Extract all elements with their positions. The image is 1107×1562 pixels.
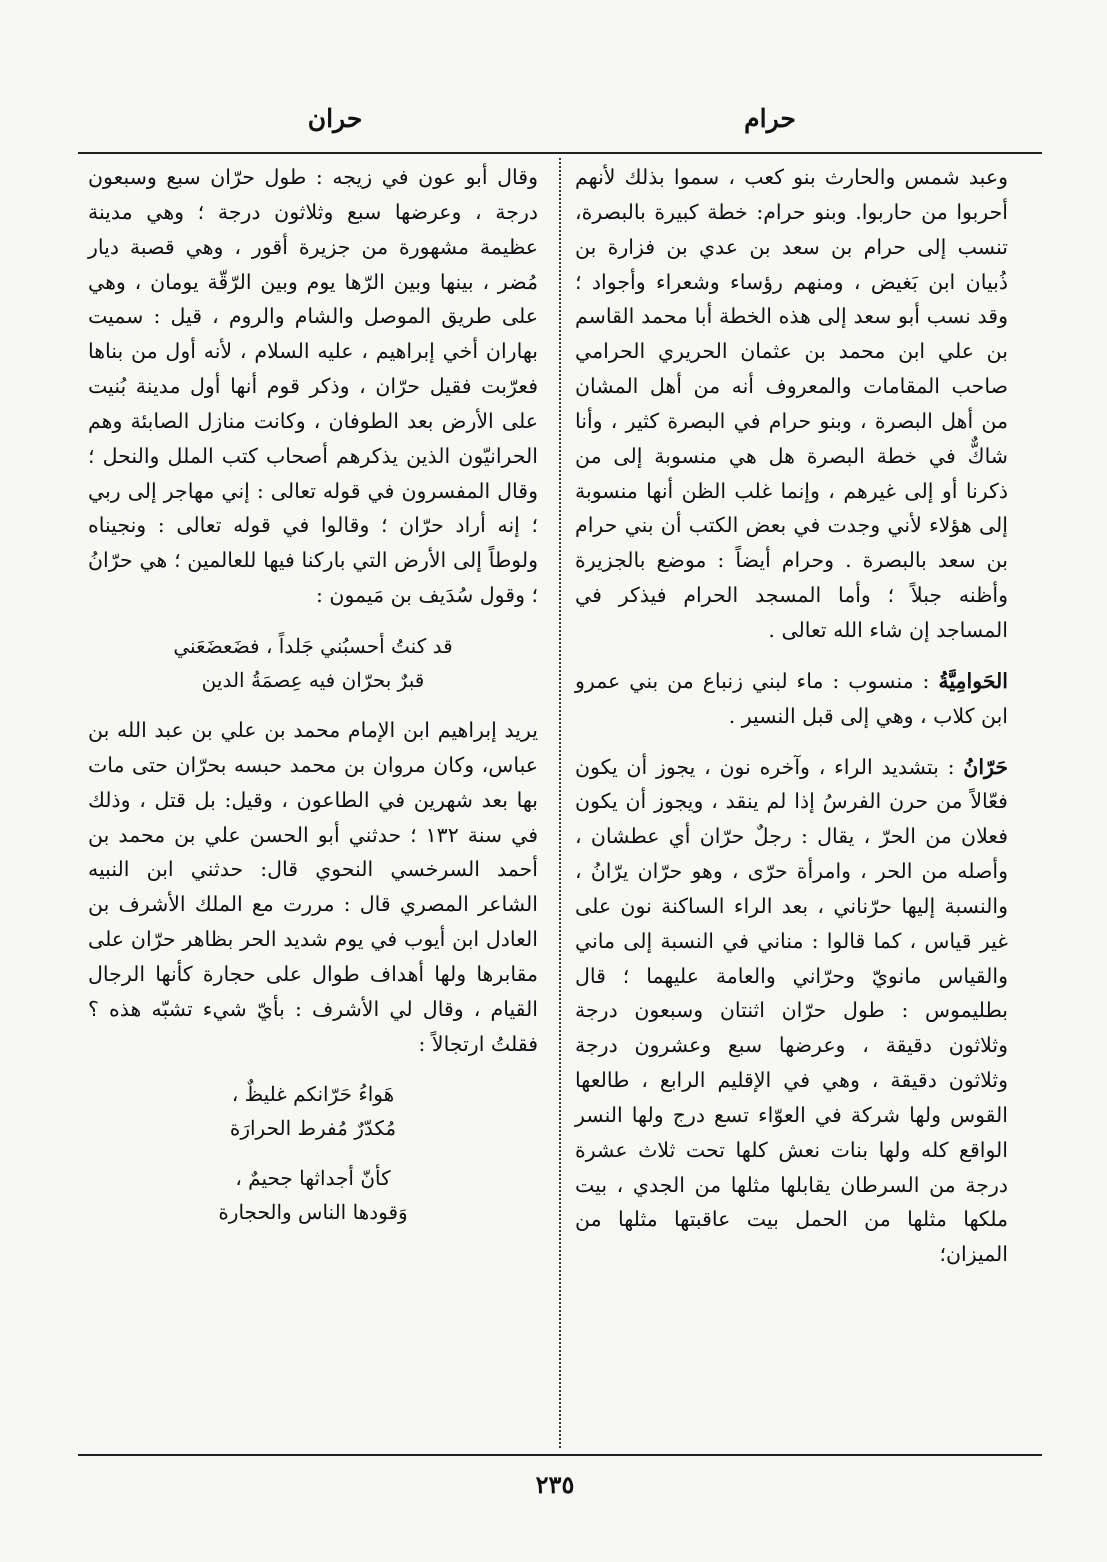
entry-hawamiyya bbox=[575, 664, 1008, 734]
verse-block bbox=[88, 1077, 538, 1145]
page-number: ٢٣٥ bbox=[535, 1470, 575, 1499]
entry-body: : بتشديد الراء ، وآخره نون ، يجوز أن يكون فعّالاً من حرن الفرسُ إذا لم ينقد ، ويجوز أن يكون فعلان من الحرّ ، يقال : رجلٌ حرّان أي عطشان ، وأصله من الحر ، وامرأة حرّى ، وهو حرّان يرّانُ ، والنسبة إليها حرّناني ، بعد الراء الساكنة نون على غير قياس ، كما قالوا : مناني في النسبة إلى ماني والقياس مانويّ وحرّاني والعامة عليهما ؛ قال بطليموس : طول حرّان اثنتان وسبعون درجة وثلاثون دقيقة ، وعرضها سبع وعشرون درجة وثلاثون دقيقة ، وهي في الإقليم الرابع ، طالعها القوس ولها شركة في العوّاء تسع درج ولها النسر الواقع كله ولها بنات نعش كلها تحت ثلاث عشرة درجة من السرطان يقابلها مثلها من الجدي ، بيت ملكها مثلها من الحمل بيت عاقبتها مثلها من الميزان؛ bbox=[575, 754, 1008, 1267]
footer-rule bbox=[78, 1454, 1042, 1456]
verse-line: قد كنتُ أحسبُني جَلداً ، فضَعضَعَني bbox=[173, 633, 453, 658]
verse-line: كأنّ أجداثها جحيمٌ ، bbox=[235, 1166, 391, 1191]
running-header-left: حران bbox=[307, 104, 363, 133]
entry-headword: الحَوامِيَّةُ bbox=[938, 668, 1008, 693]
entry-harran bbox=[575, 750, 1008, 1273]
header-rule bbox=[78, 152, 1042, 154]
paragraph-haram: وعبد شمس والحارث بنو كعب ، سموا بذلك لأنهم أحربوا من حاربوا. وبنو حرام: خطة كبيرة بالبصرة، تنسب إلى حرام بن سعد بن عدي بن فزارة بن ذُبيان ابن بَغيض ، ومنهم رؤساء وشعراء وأجواد ؛ وقد نسب أبو سعد إلى هذه الخطة أبا محمد القاسم بن علي ابن محمد بن عثمان الحريري الحرامي صاحب المقامات والمعروف أنه من أهل المشان من أهل البصرة ، وبنو حرام في البصرة كثير ، وأنا شاكٌّ في خطة البصرة هل هي منسوبة إلى من ذكرنا أو إلى غيرهم ، وإنما غلب الظن أنها منسوبة إلى هؤلاء لأني وجدت في بعض الكتب أن بني حرام بن سعد بالبصرة . وحرام أيضاً : موضع بالجزيرة وأظنه جبلاً ؛ وأما المسجد الحرام فيذكر في المساجد إن شاء الله تعالى . bbox=[575, 165, 1008, 642]
paragraph-ibrahim: يريد إبراهيم ابن الإمام محمد بن علي بن عبد الله بن عباس، وكان مروان بن محمد حبسه بحرّان حتى مات بها بعد شهرين في الطاعون ، وقيل: بل قتل ، وذلك في سنة ١٣٢ ؛ حدثني أبو الحسن علي بن محمد بن أحمد السرخسي النحوي قال: حدثني ابن النبيه الشاعر المصري قال : مررت مع الملك الأشرف بن العادل ابن أيوب في يوم شديد الحر بظاهر حرّان على مقابرها ولها أهداف طوال على حجارة كأنها الرجال القيام ، وقال لي الأشرف : بأيّ شيء تشبّه هذه ؟ فقلتُ ارتجالاً : bbox=[88, 717, 538, 1056]
right-column bbox=[575, 160, 1008, 1288]
verse-line: مُكدّرٌ مُفرط الحرارَة bbox=[229, 1116, 397, 1141]
column-separator bbox=[559, 158, 561, 1448]
paragraph-harran-description: وقال أبو عون في زيجه : طول حرّان سبع وسبعون درجة ، وعرضها سبع وثلاثون درجة ؛ وهي مدينة عظيمة مشهورة من جزيرة أقور ، وهي قصبة ديار مُضر ، بينها وبين الرّها يوم وبين الرّقّة يومان ، وهي على طريق الموصل والشام والروم ، قيل : سميت بهاران أخي إبراهيم ، عليه السلام ، لأنه أول من بناها فعرّبت فقيل حرّان ، وذكر قوم أنها أول مدينة بُنيت على الأرض بعد الطوفان ، وكانت منازل الصابئة وهم الحرانيّون الذين يذكرهم أصحاب كتب الملل والنحل ؛ وقال المفسرون في قوله تعالى : إني مهاجر إلى ربي ؛ إنه أراد حرّان ؛ وقالوا في قوله تعالى : ونجيناه ولوطاً إلى الأرض التي باركنا فيها للعالمين ؛ هي حرّانُ ؛ وقول سُدَيف بن مَيمون : bbox=[88, 165, 538, 608]
verse-block bbox=[88, 629, 538, 697]
entry-headword: حَرّانُ bbox=[963, 754, 1008, 779]
entry-body: : منسوب : ماء لبني زنباع من بني عمرو ابن كلاب ، وهي إلى قبل النسير . bbox=[575, 668, 1008, 728]
verse-line: هَواءُ حَرّانكم غليظٌ ، bbox=[231, 1082, 395, 1107]
verse-line: وَقودها الناس والحجارة bbox=[218, 1200, 408, 1225]
running-header-right: حرام bbox=[744, 104, 796, 133]
verse-line: قبرٌ بحرّان فيه عِصمَةُ الدين bbox=[201, 667, 425, 692]
left-column bbox=[88, 160, 538, 1245]
verse-block bbox=[88, 1161, 538, 1229]
